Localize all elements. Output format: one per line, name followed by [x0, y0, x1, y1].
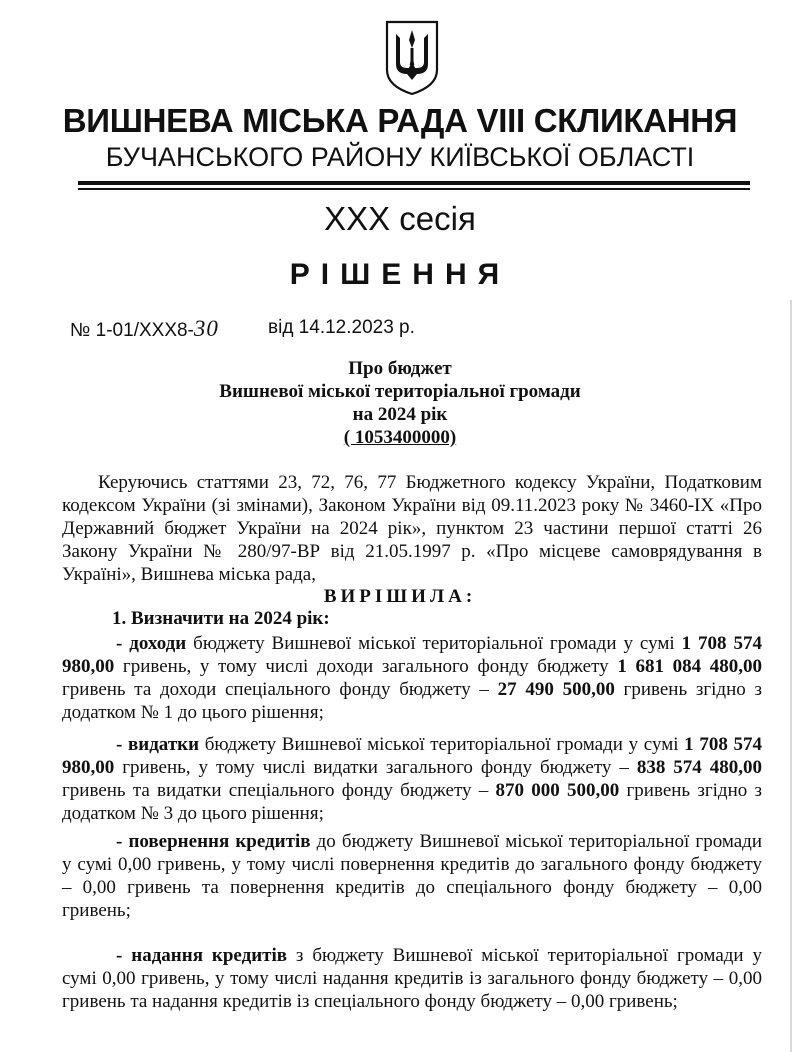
- session-title: XXX сесія: [324, 200, 476, 237]
- document-number: [70, 316, 219, 342]
- resolved-heading: ВИРІШИЛА:: [323, 586, 477, 607]
- expenses-text-3: гривень та видатки спеціального фонду бюджету –: [62, 780, 496, 801]
- income-special: 27 490 500,00: [497, 679, 615, 700]
- income-lead: - доходи: [116, 633, 187, 654]
- expenses-general: 838 574 480,00: [636, 757, 762, 778]
- income-general: 1 681 084 480,00: [617, 656, 763, 677]
- income-text-1: бюджету Вишневої міської територіальної громади у сумі: [186, 633, 682, 654]
- preamble-paragraph: [62, 471, 762, 586]
- title-line-3: на 2024 рік: [352, 404, 448, 425]
- number-handwritten: 30: [193, 316, 219, 341]
- loan-grant-lead: - надання кредитів: [116, 945, 288, 966]
- document-date: від 14.12.2023 р.: [268, 317, 415, 338]
- document-type: РІШЕННЯ: [289, 258, 511, 291]
- number-prefix: № 1-01/XXX8-: [70, 320, 194, 341]
- loan-grant-text: з бюджету Вишневої міської територіальної громади у сумі 0,00 гривень, у тому числі надання кредитів із загального фонду бюджету – 0,00 гривень та надання кредитів із спеціального фонду бюджету – 0,00 гривень;: [62, 945, 762, 1012]
- loan-return-text: до бюджету Вишневої міської територіальної громади у сумі 0,00 гривень, у тому числі повернення кредитів до загального фонду бюджету – 0,00 гривень та повернення кредитів до спеціального фонду бюджету – 0,00 гривень;: [62, 831, 762, 921]
- item-1-heading: 1. Визначити на 2024 рік:: [112, 608, 330, 629]
- loan-grant-paragraph: [62, 944, 762, 1013]
- header-divider-thin: [78, 188, 750, 190]
- expenses-lead: - видатки: [116, 734, 200, 755]
- loan-return-paragraph: [62, 830, 762, 922]
- document-title: [0, 357, 800, 449]
- preamble-text: Керуючись статтями 23, 72, 76, 77 Бюджетного кодексу України, Податковим кодексом України (зі змінами), Законом України від 09.11.2023 року № 3460-IX «Про Державний бюджет України на 2024 рік», пунктом 23 частини першої статті 26 Закону України № 280/97-ВР від 21.05.1997 р. «Про місцеве самоврядування в Україні», Вишнева міська рада,: [62, 472, 762, 585]
- title-line-2: Вишневої міської територіальної громади: [219, 381, 581, 402]
- income-text-4: гривень згідно з додатком № 1 до цього рішення;: [62, 679, 762, 723]
- loan-return-lead: - повернення кредитів: [116, 831, 311, 852]
- expenses-paragraph: [62, 733, 762, 825]
- expenses-text-4: гривень згідно з додатком № 3 до цього рішення;: [62, 780, 763, 824]
- income-paragraph: [62, 632, 762, 724]
- expenses-special: 870 000 500,00: [495, 780, 620, 801]
- council-name: ВИШНЕВА МІСЬКА РАДА VIII СКЛИКАННЯ: [62, 102, 738, 139]
- header-divider-thick: [78, 181, 750, 185]
- expenses-text-1: бюджету Вишневої міської територіальної громади у сумі: [199, 734, 685, 755]
- district-name: БУЧАНСЬКОГО РАЙОНУ КИЇВСЬКОЇ ОБЛАСТІ: [105, 142, 695, 172]
- budget-code: ( 1053400000): [343, 427, 457, 448]
- income-text-3: гривень та доходи спеціального фонду бюджету –: [62, 679, 498, 700]
- expenses-text-2: гривень, у тому числі видатки загального фонду бюджету –: [114, 757, 637, 778]
- income-text-2: гривень, у тому числі доходи загального фонду бюджету: [114, 656, 618, 677]
- trident-coat-of-arms-icon: [383, 18, 441, 96]
- income-total: 1 708 574 980,00: [62, 633, 762, 677]
- title-line-1: Про бюджет: [348, 358, 452, 379]
- scan-edge: [790, 300, 792, 1052]
- expenses-total: 1 708 574 980,00: [62, 734, 762, 778]
